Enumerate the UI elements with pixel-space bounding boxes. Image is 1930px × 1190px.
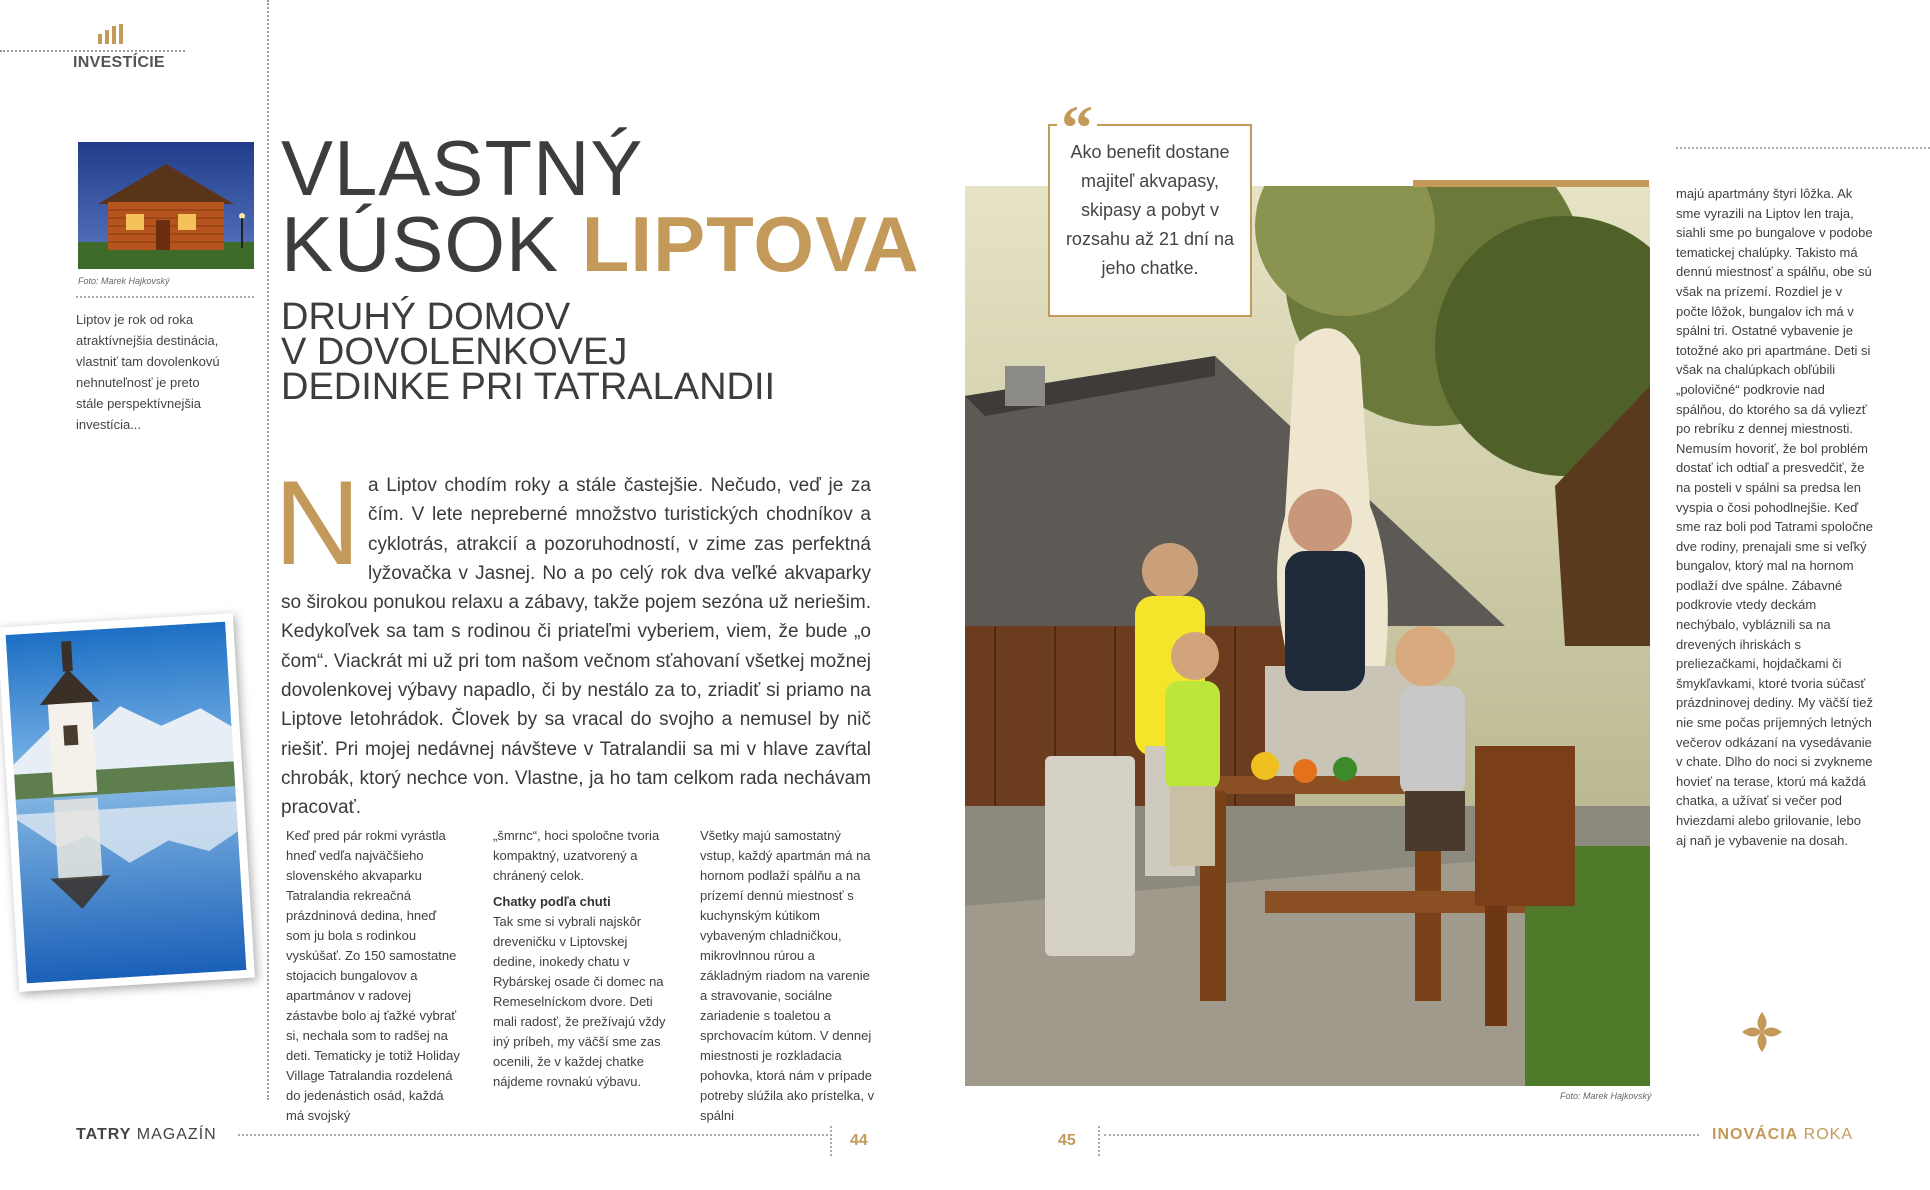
pull-quote-text: Ako benefit dostane majiteľ akvapasy, skipasy a pobyt v rozsahu až 21 dní na jeho chatke. <box>1065 142 1235 278</box>
photo-caption: Foto: Marek Hajkovský <box>78 276 170 286</box>
footer-brand-right-bold: INOVÁCIA <box>1712 1126 1799 1143</box>
column-2-text-a: „šmrnc“, hoci spoločne tvoria kompaktný, uzatvorený a chránený celok. <box>493 828 660 883</box>
title-highlight: LIPTOVA <box>581 200 920 288</box>
right-divider <box>1676 147 1930 149</box>
body-column-1 <box>286 826 464 1126</box>
body-column-2 <box>493 826 671 1092</box>
column-2-text-b: Tak sme si vybrali najskôr dreveničku v Liptovskej dedine, inokedy chatu v Rybárskej osade či domec na Remeselníckom dvore. Deti mali radosť, že prežívajú vždy iný príbeh, my väčší sme zas ocenili, že v každej chatke nájdeme rovnakú výbavu. <box>493 914 666 1089</box>
column-1-text: Keď pred pár rokmi vyrástla hneď vedľa najväčšieho slovenského akvaparku Tatralandia rekreačná prázdninová dedina, hneď som ju bola s rodinkou vyskúšať. Zo 150 samostatne stojacich bungalovov a apartmánov v radovej zástavbe bolo aj ťažké vybrať si, nechala som to radšej na deti. Tematicky je totiž Holiday Village Tatralandia rozdelená do jedenástich osád, každá má svojský <box>286 828 460 1123</box>
right-column-text: majú apartmány štyri lôžka. Ak sme vyrazili na Liptov len traja, siahli sme po bungalove v podobe tematickej chalúpky. Takisto má dennú miestnosť a spálňu, obe sú však na prízemí. Rozdiel je v počte lôžok, bungalov ich má v spálni tri. Ostatné vybavenie je totožné ako pri apartmáne. Deti si však na chalúpkach obľúbili „polovičné“ podkrovie nad spálňou, do ktorého sa dá vyliezť po rebríku z dennej miestnosti. Nemusím hovoriť, že bol problém dostať ich odtiaľ a presvedčiť, že na posteli v spálni sa predsa len vyspia o čosi pohodlnejšie. Keď sme raz boli pod Tatrami spoločne dve rodiny, prenajali sme si veľký bungalov, ktorý mal na hornom podlaží dve spálne. Zábavné podkrovie vtedy deckám nechýbalo, vybláznili sa na drevených ihriskách s preliezačkami, hojdačkami či šmykľavkami, ktoré tvoria súčasť prázdninovej dediny. My väčší tiež nie sme počas príjemných letných večerov odkázaní na vysedávanie v chate. Dlho do noci si zvykneme hovieť na terase, ktorú má každá chatka, a užívať si večer pod hviezdami alebo grilovanie, lebo aj naň je vybavenie na dosah. <box>1676 186 1874 848</box>
footer-brand-left <box>76 1126 217 1144</box>
sidebar-text: Liptov je rok od roka atraktívnejšia destinácia, vlastniť tam dovolenkovú nehnuteľnosť je preto stále perspektívnejšia investícia... <box>76 312 220 432</box>
footer-brand-right-rest: ROKA <box>1798 1126 1854 1143</box>
title-line-2a: KÚSOK <box>281 200 582 288</box>
ornament-icon <box>1740 1010 1784 1054</box>
section-label: INVESTÍCIE <box>73 54 165 71</box>
subtitle-line-3: DEDINKE PRI TATRALANDII <box>281 366 776 408</box>
footer-brand-left-rest: MAGAZÍN <box>131 1126 217 1143</box>
footer-brand-left-bold: TATRY <box>76 1126 132 1143</box>
cabin-photo <box>78 142 254 269</box>
bar-chart-icon <box>98 24 124 44</box>
page-tick-right <box>1098 1126 1100 1156</box>
footer-divider-left <box>238 1134 828 1136</box>
column-divider <box>267 0 269 1100</box>
lead-paragraph <box>281 471 871 823</box>
subtitle <box>281 296 776 408</box>
page-number-right: 45 <box>1058 1132 1076 1149</box>
page-tick-left <box>830 1126 832 1156</box>
accent-bar <box>1413 180 1649 187</box>
subtitle-line-2: V DOVOLENKOVEJ <box>281 331 628 373</box>
lead-text: a Liptov chodím roky a stále častejšie. Nečudo, veď je za čím. V lete nepreberné množstvo turistických chodníkov a cyklotrás, atrakcií a pozoruhodností, v zime zas perfektná lyžovačka v Jasnej. No a po celý rok dva veľké akvaparky so širokou ponukou relaxu a zábavy, takže pojem sezóna už neriešim. Kedykoľvek sa tam s rodinou či priateľmi vyberiem, viem, že bude „o čom“. Viackrát mi už pri tom našom večnom sťahovaní všetkej možnej dovolenkovej výbavy napadlo, či by nestálo za to, zriadiť si priamo na Liptove letohrádok. Človek by sa vracal do svojho a nemusel by nič riešiť. Pri mojej nedávnej návšteve v Tatralandii sa mi v hlave zavŕtal chrobák, ktorý nechce von. Vlastne, ja ho tam celkom rada nechávam pracovať. <box>281 475 871 819</box>
header-divider <box>0 50 185 52</box>
page-title <box>281 124 920 288</box>
column-3-text: Všetky majú samostatný vstup, každý apartmán má na hornom podlaží spálňu a na prízemí dennú miestnosť s kuchynským kútikom vybaveným chladničkou, mikrovlnnou rúrou a základným riadom na varenie a stravovanie, sociálne zariadenie s toaletou a sprchovacím kútom. V dennej miestnosti je rozkladacia pohovka, ktorá nám v prípade potreby slúžila ako prístelka, v spálni <box>700 828 875 1123</box>
lake-church-photo <box>0 613 255 992</box>
body-column-3 <box>700 826 878 1126</box>
footer-divider-right <box>1104 1134 1699 1136</box>
main-photo-caption: Foto: Marek Hajkovský <box>1560 1091 1652 1101</box>
footer-brand-right <box>1712 1126 1853 1144</box>
family-grill-photo <box>965 186 1650 1086</box>
title-line-1: VLASTNÝ <box>281 124 644 212</box>
drop-cap: N <box>274 456 361 590</box>
column-2-heading: Chatky podľa chuti <box>493 894 611 909</box>
subtitle-line-1: DRUHÝ DOMOV <box>281 296 571 338</box>
page-number-left: 44 <box>850 1132 868 1149</box>
quote-icon: “ <box>1057 96 1097 136</box>
sidebar-divider <box>76 296 254 298</box>
